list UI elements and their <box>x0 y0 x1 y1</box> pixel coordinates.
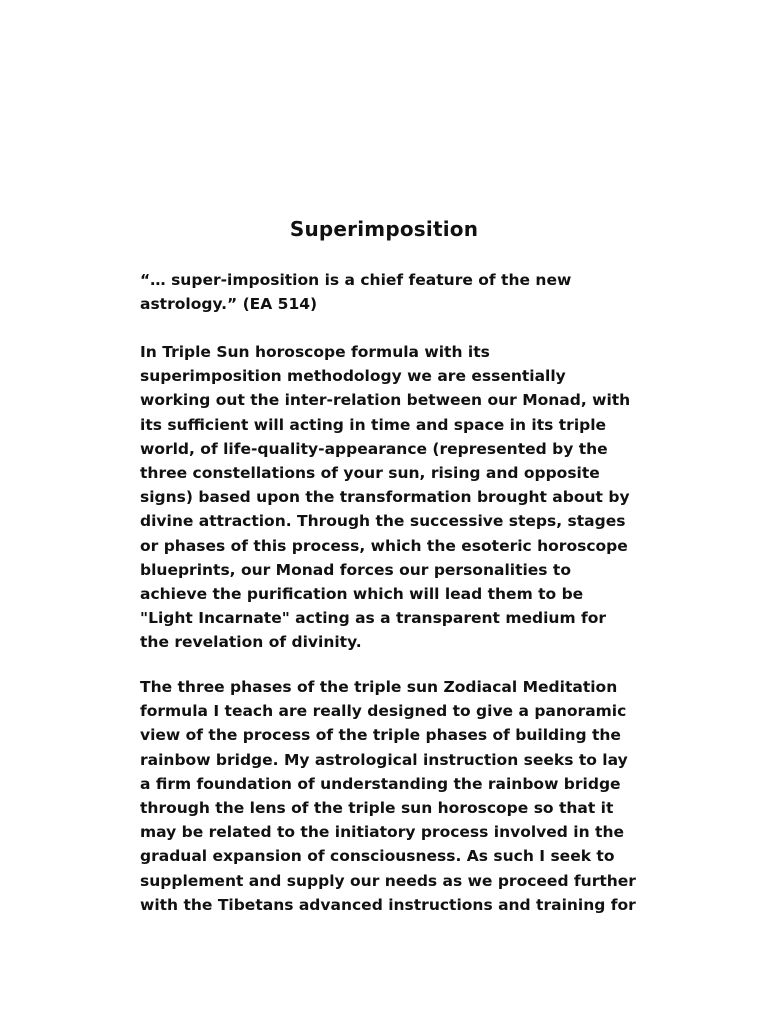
text-line: three constellations of your sun, rising and opposite <box>140 464 600 483</box>
text-line: with the Tibetans advanced instructions and training for <box>140 895 636 914</box>
text-line: its sufficient will acting in time and space in its triple <box>140 415 607 434</box>
text-line: In Triple Sun horoscope formula with its <box>140 343 490 361</box>
text-line: signs) based upon the transformation brought about by <box>140 488 630 507</box>
body-paragraph <box>140 675 660 917</box>
quote-paragraph <box>140 268 660 316</box>
text-line: may be related to the initiatory process involved in the <box>140 823 624 842</box>
text-line: gradual expansion of consciousness. As such I seek to <box>140 847 615 866</box>
text-line: rainbow bridge. My astrological instruction seeks to lay <box>140 750 628 769</box>
text-line: working out the inter-relation between our Monad, with <box>140 391 631 410</box>
text-line: world, of life-quality-appearance (represented by the <box>140 439 608 458</box>
text-line: superimposition methodology we are essentially <box>140 367 566 386</box>
text-line: divine attraction. Through the successive steps, stages <box>140 512 626 531</box>
text-line: or phases of this process, which the esoteric horoscope <box>140 536 628 555</box>
text-line: the revelation of divinity. <box>140 633 362 652</box>
text-line: “… super-imposition is a chief feature of the new <box>140 271 572 289</box>
text-line: a firm foundation of understanding the rainbow bridge <box>140 774 621 793</box>
text-line: formula I teach are really designed to give a panoramic <box>140 702 627 721</box>
body-paragraph <box>140 340 660 655</box>
text-line: astrology.” (EA 514) <box>140 295 318 314</box>
text-line: view of the process of the triple phases of building the <box>140 726 621 745</box>
text-line: The three phases of the triple sun Zodiacal Meditation <box>140 678 618 696</box>
document-title: Superimposition <box>289 217 479 241</box>
text-line: supplement and supply our needs as we proceed further <box>140 871 636 890</box>
text-line: achieve the purification which will lead them to be <box>140 585 584 604</box>
text-line: blueprints, our Monad forces our personalities to <box>140 560 571 579</box>
text-line: through the lens of the triple sun horoscope so that it <box>140 799 614 818</box>
text-line: "Light Incarnate" acting as a transparent medium for <box>140 609 607 628</box>
